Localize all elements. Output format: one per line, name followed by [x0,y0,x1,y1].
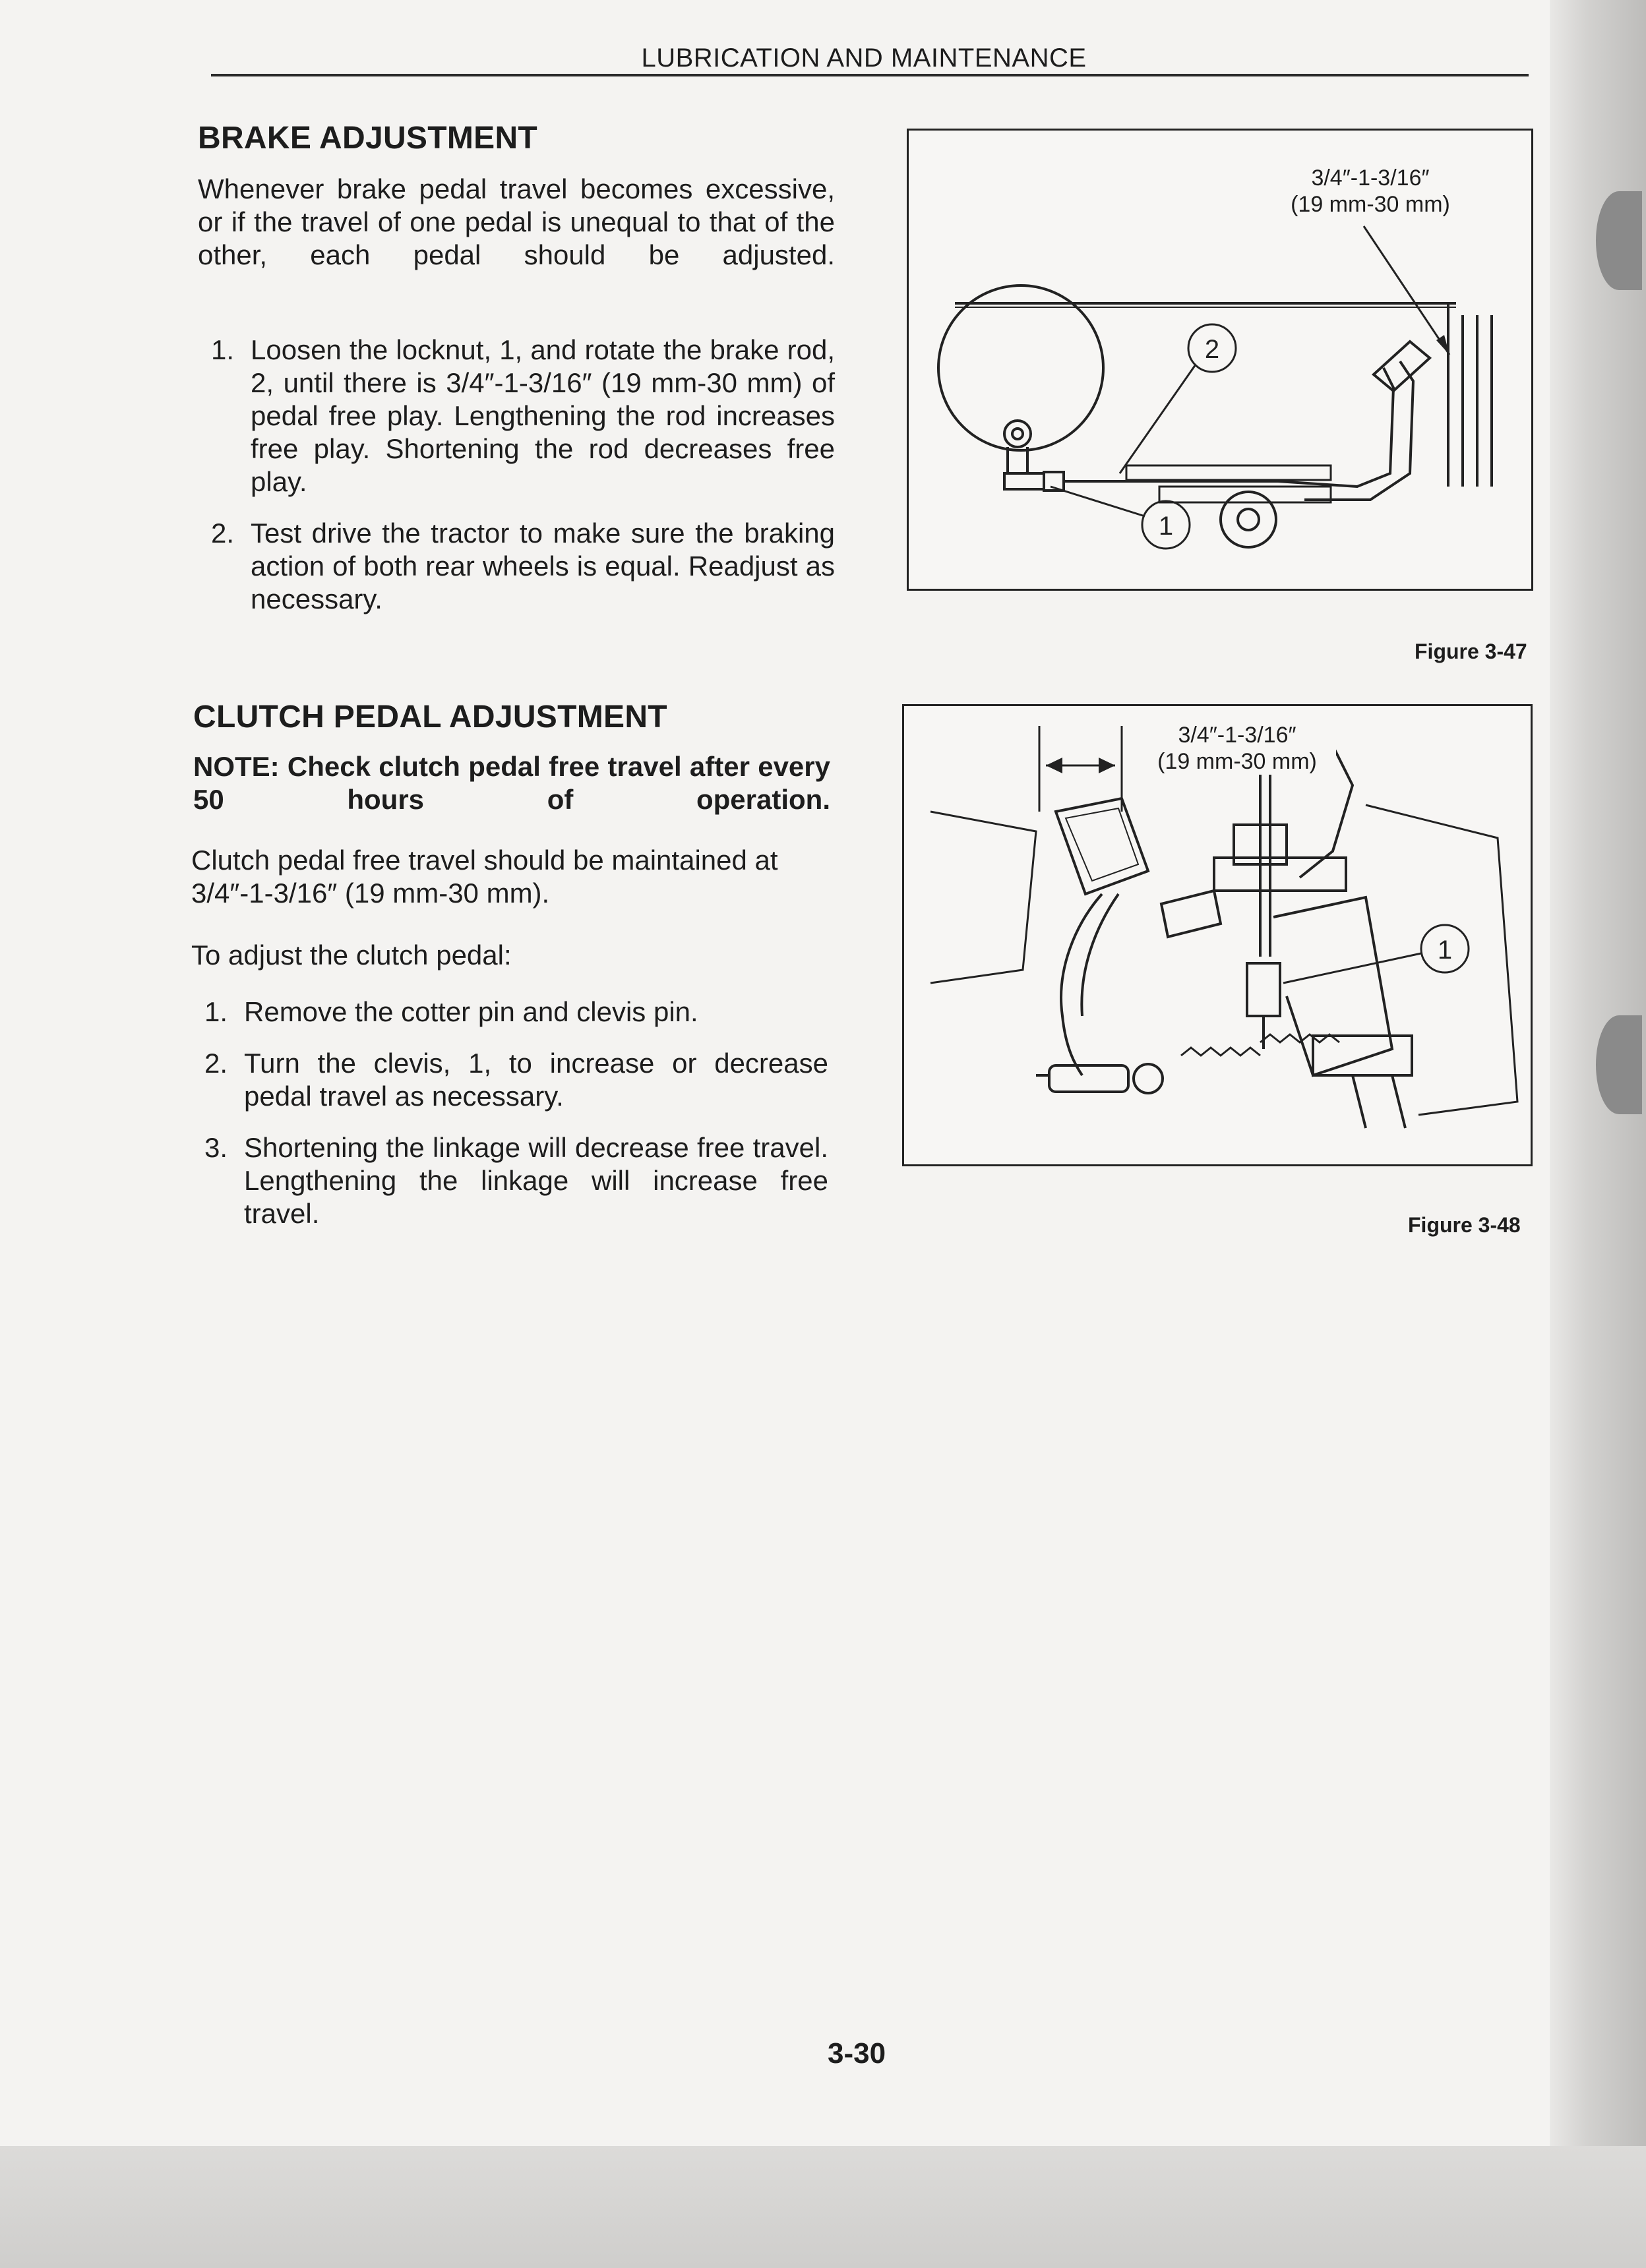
binder-hole-top [1596,191,1642,290]
page-number: 3-30 [828,2037,886,2070]
clutch-step-2 [191,1047,828,1113]
figure-3-48 [902,704,1533,1166]
callout-2: 2 [1204,335,1220,364]
free-play-label-inches: 3/4″-1-3/16″ [1311,165,1430,191]
step-text: Test drive the tractor to make sure the braking action of both rear wheels is equal. Readjust as necessary. [251,518,835,614]
callout-1: 1 [1437,936,1453,965]
free-travel-label-mm: (19 mm-30 mm) [1157,749,1317,774]
free-play-label [1265,165,1476,218]
brake-step-2 [198,517,835,616]
free-travel-label [1138,722,1336,775]
step-text: Remove the cotter pin and clevis pin. [244,996,698,1027]
step-number: 1. [204,996,228,1027]
step-text: Loosen the locknut, 1, and rotate the brake rod, 2, until there is 3/4″-1-3/16″ (19 mm-30 mm) of pedal free play. Lengthening the rod increases free play. Shortening the rod decreases free play. [251,334,835,497]
step-text: Turn the clevis, 1, to increase or decrease pedal travel as necessary. [244,1048,828,1112]
step-text: Shortening the linkage will decrease free travel. Lengthening the linkage will increase free travel. [244,1132,828,1229]
clutch-paragraph-1: Clutch pedal free travel should be maintained at 3/4″-1-3/16″ (19 mm-30 mm). [191,845,778,909]
clutch-steps-list [191,996,828,1249]
free-travel-label-inches: 3/4″-1-3/16″ [1178,723,1296,748]
figure-3-48-caption: Figure 3-48 [1408,1213,1521,1237]
brake-adjustment-heading: BRAKE ADJUSTMENT [198,121,538,156]
scan-bottom-strip [0,2146,1646,2268]
header-rule [211,74,1529,76]
clutch-step-3 [191,1131,828,1230]
step-number: 2. [204,1048,228,1079]
running-header: LUBRICATION AND MAINTENANCE [641,44,1087,73]
brake-steps-list [198,334,835,634]
free-play-label-mm: (19 mm-30 mm) [1291,192,1450,217]
clutch-adjustment-heading: CLUTCH PEDAL ADJUSTMENT [193,700,667,734]
clutch-note: NOTE: Check clutch pedal free travel after every 50 hours of operation. [193,751,830,815]
step-number: 2. [211,518,235,549]
callout-1: 1 [1158,512,1174,541]
step-number: 3. [204,1132,228,1163]
clutch-linkage-illustration [904,706,1531,1164]
figure-3-47 [907,129,1533,591]
step-number: 1. [211,334,235,365]
figure-3-47-caption: Figure 3-47 [1415,640,1527,663]
binder-hole-middle [1596,1015,1642,1114]
brake-step-1 [198,334,835,498]
page-edge-shadow [1550,0,1646,2268]
clutch-step-1 [191,996,828,1029]
brake-intro-paragraph: Whenever brake pedal travel becomes excessive, or if the travel of one pedal is unequal to that of the other, each pedal should be adjusted. [198,173,835,270]
clutch-paragraph-2: To adjust the clutch pedal: [191,940,512,970]
